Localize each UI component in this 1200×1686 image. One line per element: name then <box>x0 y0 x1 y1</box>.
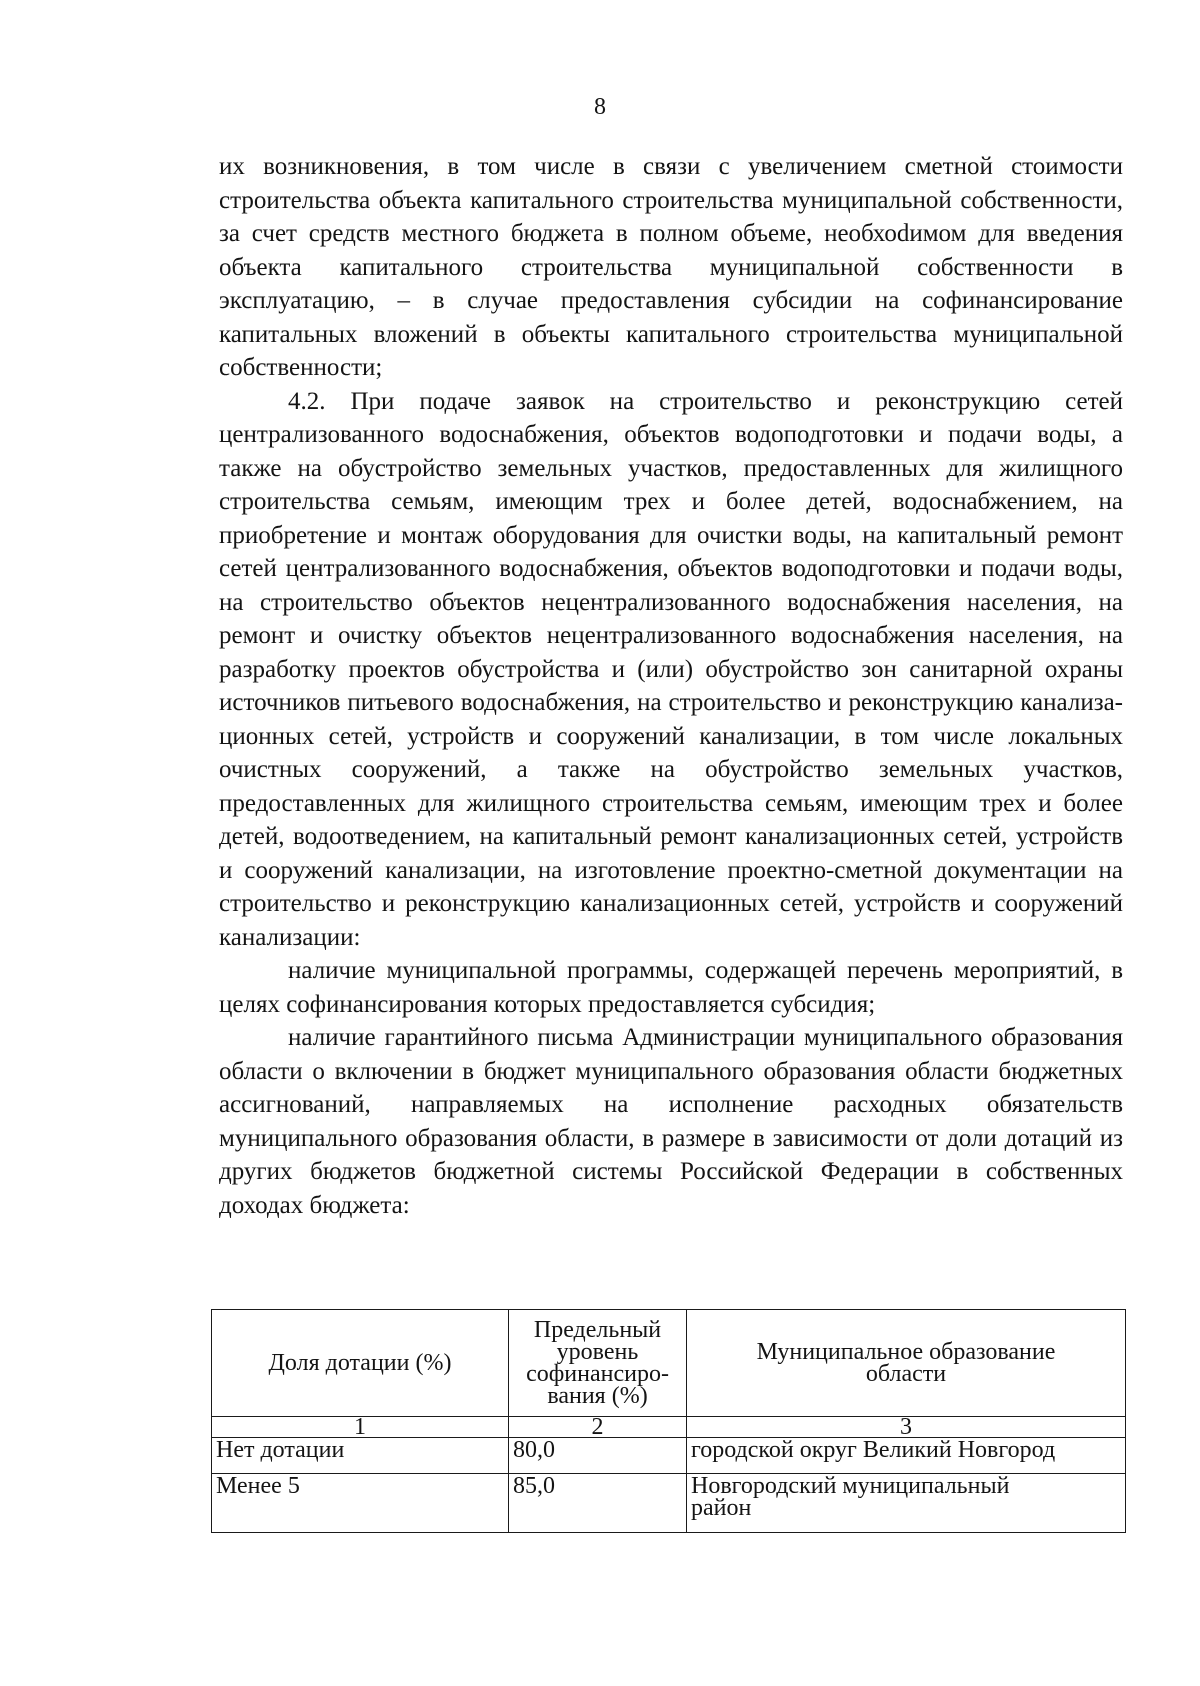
header-municipality-line: Муниципальное образование <box>756 1339 1056 1365</box>
paragraph-continuation: их возникновения, в том числе в связи с увеличением сметной стоимости строительства объекта капитального строительства муниципальной собственности, за счет средств местного бюджета в полном объеме, необхоdимом для введения объекта капитального строительства муниципальной собственности в эксплуатацию, – в случае предоставления субсидии на софинансирование капитальных вложений в объекты капитального строительства муниципальной собственности; <box>219 153 1123 381</box>
cell-municipality <box>687 1474 1126 1533</box>
table-row <box>212 1474 1126 1533</box>
page-number: 8 <box>594 94 606 120</box>
table-header-row <box>212 1310 1126 1417</box>
table-row <box>212 1438 1126 1474</box>
header-subsidy-share-text: Доля дотации (%) <box>268 1350 452 1376</box>
column-number: 1 <box>212 1417 509 1438</box>
table-column-numbers-row <box>212 1417 1126 1438</box>
cell-municipality-line: Новгородский муниципальный <box>691 1473 1010 1499</box>
column-number: 3 <box>687 1417 1126 1438</box>
cell-municipality <box>687 1438 1126 1474</box>
cell-municipality-line: район <box>691 1495 752 1521</box>
paragraph-program-requirement: наличие муниципальной программы, содержащей перечень мероприятий, в целях софинансирования которых предоставляется субсидия; <box>219 957 1123 1018</box>
cell-municipality-line: городской округ Великий Новгород <box>691 1437 1056 1463</box>
header-municipality <box>687 1310 1126 1417</box>
header-cofinancing-line: вания (%) <box>547 1383 648 1409</box>
cell-cofinancing-level: 80,0 <box>509 1438 687 1474</box>
header-subsidy-share <box>212 1310 509 1417</box>
header-municipality-line: области <box>865 1361 947 1387</box>
header-cofinancing-line: уровень <box>556 1339 639 1365</box>
document-body <box>219 150 1123 1222</box>
cell-subsidy-share: Нет дотации <box>212 1438 509 1474</box>
cofinancing-table <box>211 1309 1126 1533</box>
header-cofinancing-line: Предельный <box>533 1317 662 1343</box>
column-number: 2 <box>509 1417 687 1438</box>
paragraph-clause-4-2: 4.2. При подаче заявок на строительство и реконструкцию сетей централизованного водоснабжения, объектов водоподготовки и подачи воды, а также на обустройство земельных участков, предоставленных для жилищного строительства семьям, имеющим трех и более детей, водоснабжением, на приобретение и монтаж оборудования для очистки воды, на капитальный ремонт сетей централизованного водоснабжения, объектов водоподготовки и подачи воды, на строительство объектов нецентрализованного водоснабжения населения, на ремонт и очистку объектов нецентрализованного водоснабжения населения, на разработку проектов обустройства и (или) обустройство зон санитарной охраны источников питьевого водоснабжения, на строительство и реконструкцию канализационных сетей, устройств и сооружений канализации, в том числе локальных очистных сооружений, а также на обустройство земельных участков, предоставленных для жилищного строительства семьям, имеющим трех и более детей, водоотведением, на капитальный ремонт канализационных сетей, устройств и сооружений канализации, на изготовление проектно-сметной документации на строительство и реконструкцию канализационных сетей, устройств и сооружений канализации: <box>219 387 1123 951</box>
cell-subsidy-share: Менее 5 <box>212 1474 509 1533</box>
header-cofinancing-level <box>509 1310 687 1417</box>
header-cofinancing-line: софинансиро- <box>526 1361 669 1387</box>
cell-cofinancing-level: 85,0 <box>509 1474 687 1533</box>
paragraph-guarantee-letter: наличие гарантийного письма Администрации муниципального образования области о включении в бюджет муниципального образования области бюджетных ассигнований, направляемых на исполнение расходных обязательств муниципального образования области, в размере в зависимости от доли дотаций из других бюджетов бюджетной системы Российской Федерации в собственных доходах бюджета: <box>219 1024 1123 1219</box>
